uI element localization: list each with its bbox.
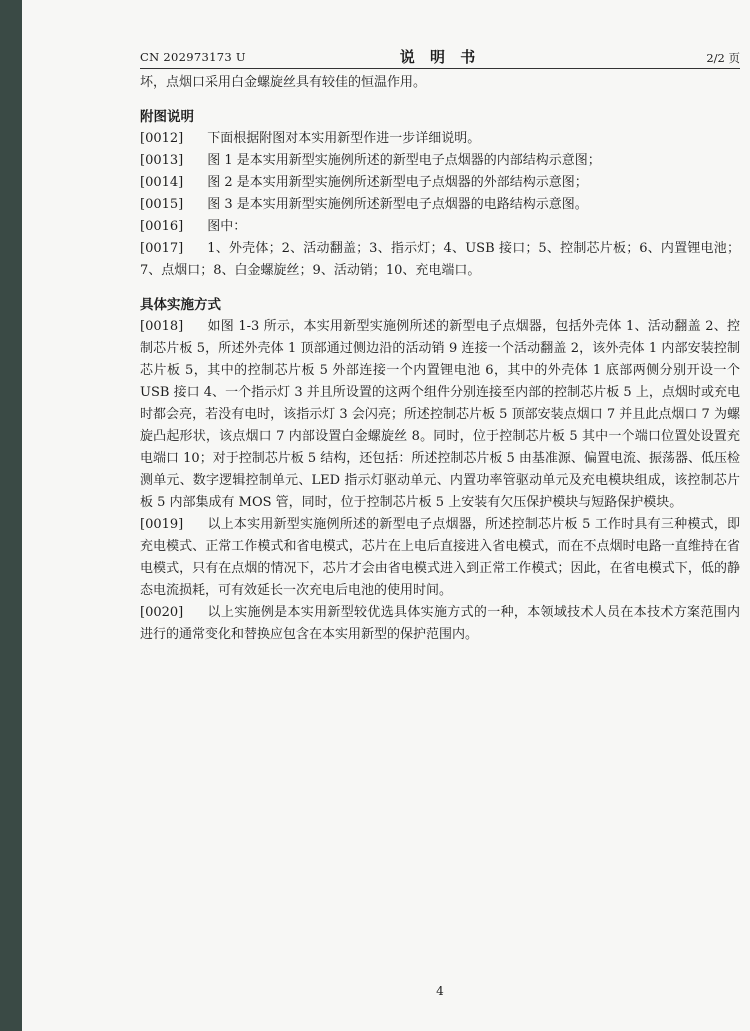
paragraph-0013: [0013] 图 1 是本实用新型实施例所述的新型电子点烟器的内部结构示意图； [140, 153, 601, 168]
paragraph-tag: [0013] [140, 153, 184, 168]
doc-title: 说 明 书 [399, 48, 481, 66]
section-heading-figures: 附图说明 [140, 109, 194, 125]
paragraph-0016: [0016] 图中： [140, 219, 247, 234]
paragraph-tag: [0012] [140, 131, 184, 146]
paragraph-0018: [0018] 如图 1-3 所示，本实用新型实施例所述的新型电子点烟器，包括外壳体 1、活动翻盖 2、控制芯片板 5，所述外壳体 1 顶部通过侧边沿的活动销 9 连接一个活动翻盖 2，该外壳体 1 内部安装控制芯片板 5，其中的控制芯片板 5 外部连接一个内置锂电池 6，其中的外壳体 1 底部两侧分别开设一个 USB 接口 4、一个指示灯 3 并且所设置的这两个组件分别连接至内部的控制芯片板 5 上，点烟时或充电时都会亮，若没有电时，该指示灯 3 会闪亮；所述控制芯片板 5 顶部安装点烟口 7 并且此点烟口 7 为螺旋凸起形状，该点烟口 7 内部设置白金螺旋丝 8。同时，位于控制芯片板 5 其中一个端口位置处设置充电端口 10；对于控制芯片板 5 结构，还包括：所述控制芯片板 5 由基准源、偏置电流、振荡器、低压检测单元、数字逻辑控制单元、LED 指示灯驱动单元、内置功率管驱动单元及充电模块组成，该控制芯片板 5 内部集成有 MOS 管，同时，位于控制芯片板 5 上安装有欠压保护模块与短路保护模块。 [140, 319, 740, 510]
section-heading-embodiment: 具体实施方式 [140, 297, 221, 313]
paragraph-tag: [0018] [140, 319, 184, 334]
document-body [140, 72, 740, 646]
doc-number: CN 202973173 U [140, 50, 246, 64]
paragraph-0019: [0019] 以上本实用新型实施例所述的新型电子点烟器，所述控制芯片板 5 工作时具有三种模式，即充电模式、正常工作模式和省电模式，芯片在上电后直接进入省电模式，而在不点烟时电路一直维持在省电模式，只有在点烟的情况下，芯片才会由省电模式进入到正常工作模式；因此，在省电模式下，低的静态电流损耗，可有效延长一次充电后电池的使用时间。 [140, 517, 740, 598]
paragraph-tag: [0019] [140, 517, 184, 532]
page-label: 2/2 页 [706, 51, 740, 65]
paragraph-tag: [0020] [140, 605, 184, 620]
paragraph-0012: [0012] 下面根据附图对本实用新型作进一步详细说明。 [140, 131, 481, 146]
page-header [140, 46, 740, 69]
paragraph-0020: [0020] 以上实施例是本实用新型较优选具体实施方式的一种，本领域技术人员在本技术方案范围内进行的通常变化和替换应包含在本实用新型的保护范围内。 [140, 605, 740, 642]
paragraph-0017: [0017] 1、外壳体；2、活动翻盖；3、指示灯；4、USB 接口；5、控制芯片板；6、内置锂电池；7、点烟口；8、白金螺旋丝；9、活动销；10、充电端口。 [140, 241, 740, 278]
paragraph-0015: [0015] 图 3 是本实用新型实施例所述新型电子点烟器的电路结构示意图。 [140, 197, 588, 212]
paragraph-continuation: 坏，点烟口采用白金螺旋丝具有较佳的恒温作用。 [140, 75, 427, 90]
paragraph-tag: [0014] [140, 175, 184, 190]
paragraph-0014: [0014] 图 2 是本实用新型实施例所述新型电子点烟器的外部结构示意图； [140, 175, 588, 190]
paragraph-tag: [0017] [140, 241, 184, 256]
paragraph-tag: [0015] [140, 197, 184, 212]
page-number: 4 [436, 984, 444, 998]
paragraph-tag: [0016] [140, 219, 184, 234]
